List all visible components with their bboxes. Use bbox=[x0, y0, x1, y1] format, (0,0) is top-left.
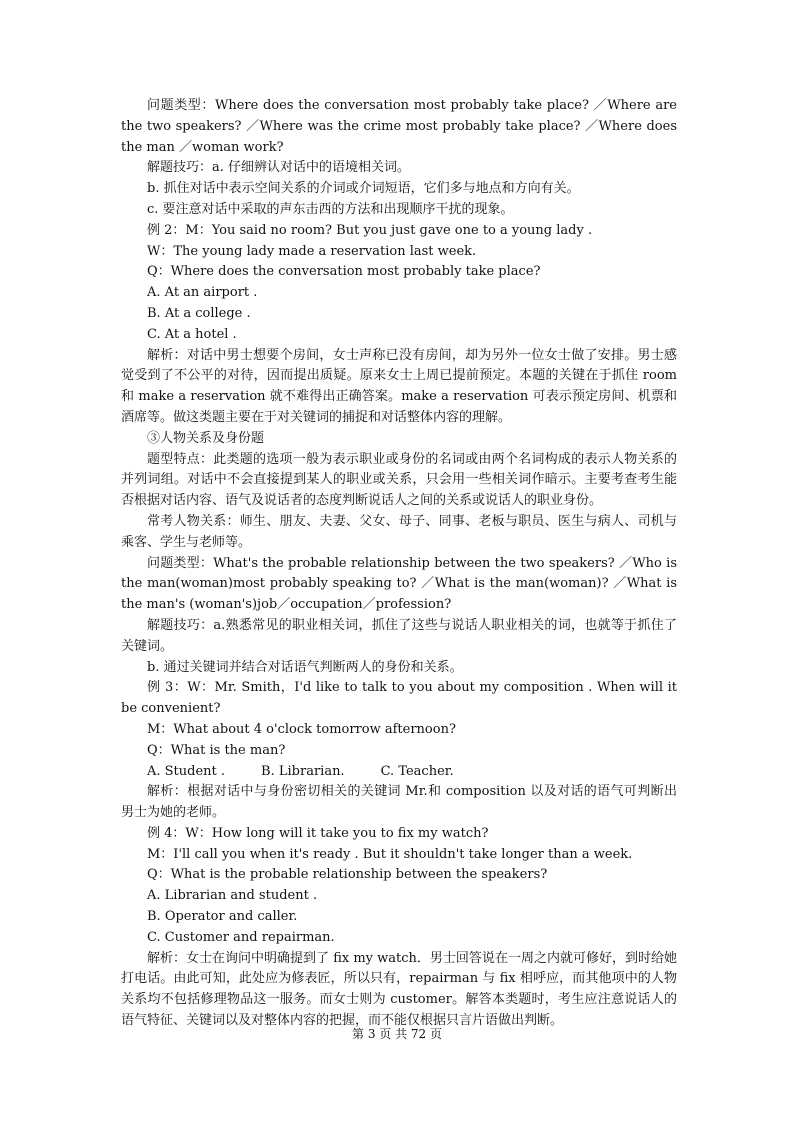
paragraph: b. 通过关键词并结合对话语气判断两人的身份和关系。 bbox=[147, 659, 463, 675]
paragraph: 解题技巧：a.熟悉常见的职业相关词，抓住了这些与说话人职业相关的词，也就等于抓住了关键词。 bbox=[121, 617, 677, 654]
paragraph: Q：What is the man? bbox=[147, 742, 286, 758]
option-c: C. Teacher. bbox=[380, 763, 454, 779]
option-a: A. Student . bbox=[147, 763, 226, 779]
paragraph: 题型特点：此类题的选项一般为表示职业或身份的名词或由两个名词构成的表示人物关系的并列词组。对话中不会直接提到某人的职业或关系，只会用一些相关词作暗示。主要考查考生能否根据对话内容、语气及说话者的态度判断说话人之间的关系或说话人的职业身份。 bbox=[121, 451, 677, 509]
paragraph: 解题技巧：a. 仔细辨认对话中的语境相关词。 bbox=[147, 160, 411, 176]
body-text bbox=[121, 96, 677, 1032]
section-heading: ③人物关系及身份题 bbox=[147, 430, 265, 446]
paragraph: 例 3：W：Mr. Smith，I'd like to talk to you about my composition . When will it be convenient? bbox=[121, 680, 677, 717]
paragraph: Q：What is the probable relationship between the speakers? bbox=[147, 867, 548, 883]
paragraph: A. Librarian and student . bbox=[147, 888, 318, 904]
paragraph: 问题类型：What's the probable relationship between the two speakers? ／Who is the man(woman)most probably speaking to? ／What is the man(woman)? ／What is the man's (woman's)job／occupation／profession? bbox=[121, 555, 677, 613]
option-b: B. Librarian. bbox=[261, 763, 345, 779]
paragraph: A. At an airport . bbox=[147, 285, 258, 301]
paragraph: 解析：对话中男士想要个房间，女士声称已没有房间，却为另外一位女士做了安排。男士感觉受到了不公平的对待，因而提出质疑。原来女士上周已提前预定。本题的关键在于抓住 room 和 make a reservation 就不难得出正确答案。make a reservation 可表示预定房间、机票和酒席等。做这类题主要在于对关键词的捕捉和对话整体内容的理解。 bbox=[121, 347, 677, 425]
page-footer: 第 3 页 共 72 页 bbox=[352, 1027, 442, 1041]
paragraph: B. At a college . bbox=[147, 305, 251, 321]
paragraph: B. Operator and caller. bbox=[147, 909, 298, 925]
paragraph: W：The young lady made a reservation last week. bbox=[147, 243, 477, 259]
paragraph: C. Customer and repairman. bbox=[147, 929, 335, 945]
paragraph: 解析：女士在询问中明确提到了 fix my watch．男士回答说在一周之内就可修好，到时给她打电话。由此可知，此处应为修表匠，所以只有，repairman 与 fix 相呼应，而其他项中的人物关系均不包括修理物品这一服务。而女士则为 customer。解答本类题时，考生应注意说话人的语气特征、关键词以及对整体内容的把握，而不能仅根据只言片语做出判断。 bbox=[121, 950, 677, 1029]
paragraph: 解析：根据对话中与身份密切相关的关键词 Mr.和 composition 以及对话的语气可判断出男士为她的老师。 bbox=[121, 784, 677, 821]
paragraph: 常考人物关系：师生、朋友、夫妻、父女、母子、同事、老板与职员、医生与病人、司机与乘客、学生与老师等。 bbox=[121, 513, 677, 550]
paragraph: M：What about 4 o'clock tomorrow afternoon? bbox=[147, 721, 456, 737]
paragraph: 例 2：M：You said no room? But you just gave one to a young lady . bbox=[147, 222, 593, 238]
answer-options bbox=[121, 762, 677, 783]
paragraph: b. 抓住对话中表示空间关系的介词或介词短语，它们多与地点和方向有关。 bbox=[147, 181, 580, 197]
paragraph: 问题类型：Where does the conversation most probably take place? ／Where are the two speakers? ／Where was the crime most probably take place? ／Where does the man ／woman work? bbox=[121, 98, 677, 155]
paragraph: 例 4：W：How long will it take you to fix my watch? bbox=[147, 825, 489, 841]
paragraph: c. 要注意对话中采取的声东击西的方法和出现顺序干扰的现象。 bbox=[147, 201, 514, 217]
paragraph: Q：Where does the conversation most probably take place? bbox=[147, 264, 541, 280]
paragraph: C. At a hotel . bbox=[147, 326, 237, 342]
paragraph: M：I'll call you when it's ready . But it shouldn't take longer than a week. bbox=[147, 846, 633, 862]
